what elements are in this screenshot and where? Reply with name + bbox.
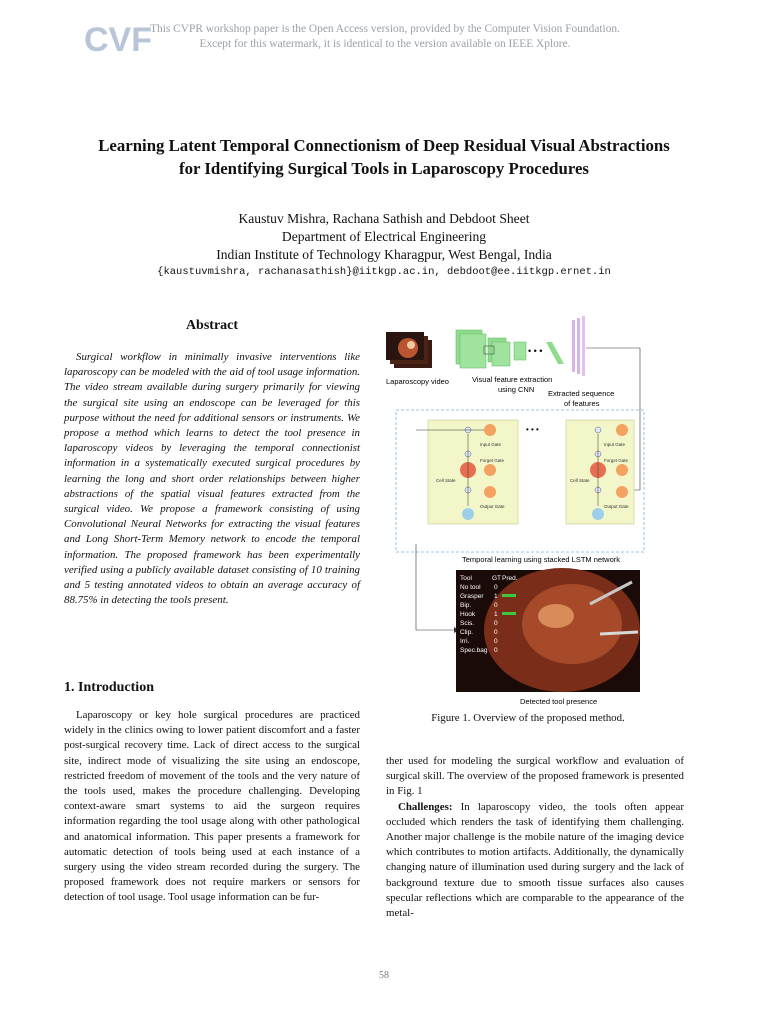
tool-table-header-pred: Pred. [502, 575, 518, 582]
introduction-text: Laparoscopy or key hole surgical procedures are practiced widely in the clinics owing to lower patient discomfort and a faster post-surgical recovery time. Lack of direct access to the surgical site, indirect mode of visualizing the site using an endoscope, restricted freedom of movement of the tools and the very nature of the tools used, makes the procedure challenging. Developing context-aware smart systems to aid the surgeon requires information regarding the tool usage along with other pathological and anatomical information. This paper presents a framework for automatic detection of tools being used at each instance of a surgery using the video stream recorded during the surgery. The proposed framework does not require markers or sensors for detection of tool usage. Tool usage information can be fur- [64, 709, 360, 904]
label-lstm: Temporal learning using stacked LSTM network [462, 555, 620, 564]
challenges-label: Challenges: [398, 800, 453, 813]
label-seq-line-2: of features [564, 399, 600, 408]
detection-panel [456, 568, 640, 692]
cvf-logo [82, 18, 152, 59]
author-department: Department of Electrical Engineering [281, 229, 487, 244]
abstract-heading: Abstract [185, 318, 239, 333]
tool-row-gt: 0 [494, 584, 498, 591]
tool-row-name: Bip. [460, 602, 472, 609]
tool-row-gt: 1 [494, 611, 498, 618]
tool-row-gt: 0 [494, 629, 498, 636]
introduction-heading: 1. Introduction [64, 680, 154, 695]
cvf-logo-text: CVF [84, 21, 152, 59]
watermark-text [140, 22, 630, 52]
label-laparoscopy-video: Laparoscopy video [386, 377, 449, 386]
author-emails: {kaustuvmishra, rachanasathish}@iitkgp.ac.in, debdoot@ee.iitkgp.ernet.in [157, 266, 611, 278]
watermark-line-1: This CVPR workshop paper is the Open Access version, provided by the Computer Vision Foundation. [150, 23, 620, 35]
lstm1-output-gate-label: Output Gate [480, 504, 505, 509]
tool-row-pred-bar [502, 594, 516, 597]
tool-row-gt: 0 [494, 638, 498, 645]
lstm2-cell-state-label: Cell State [570, 478, 590, 483]
right-paragraph-1: ther used for modeling the surgical workflow and evaluation of surgical skill. The overview of the proposed framework is presented in Fig. 1 [386, 755, 684, 798]
tool-row-pred-bar [502, 612, 516, 615]
abstract-text: Surgical workflow in minimally invasive interventions like laparoscopy can be modeled with the aid of tool usage information. The video stream available during surgery primarily for viewing the surgical site using an endoscope can be leveraged for this purpose without the need for additional sensors or instruments. We propose a method which learns to detect the tool presence in laparoscopy videos by leveraging the temporal connectionist information in a systematically executed surgical procedures by learning the long and short order relationships between higher abstractions of the spatial visual features extracted from the surgical video. We propose a framework consisting of using Convolutional Neural Networks for extracting the visual features and Long Short-Term Memory network to encode the temporal information. The proposed framework has been experimentally verified using a publicly available dataset consisting of 10 training and 5 testing annotated videos to obtain an average accuracy of 88.75% in detecting the tools present. [64, 351, 360, 607]
tool-row-name: Scis. [460, 620, 475, 627]
lstm2-output-gate-label: Output Gate [604, 504, 629, 509]
feature-sequence [572, 316, 585, 376]
lstm2-input-gate-label: Input Gate [604, 442, 626, 447]
laparoscopy-video-frames [386, 332, 432, 368]
abstract-body [64, 350, 360, 608]
tool-row-name: Irri. [460, 638, 470, 645]
tool-row-name: Hook [460, 611, 476, 618]
tool-row-name: No tool [460, 584, 481, 591]
author-block [40, 210, 728, 264]
introduction-body [64, 708, 360, 906]
tool-row-name: Grasper [460, 593, 484, 600]
page-number: 58 [379, 970, 389, 981]
cnn-ellipsis: • • • [528, 346, 543, 356]
label-cnn-line-2: using CNN [498, 385, 535, 394]
challenges-paragraph [386, 800, 684, 922]
lstm1-input-gate-label: Input Gate [480, 442, 502, 447]
tool-row-gt: 1 [494, 593, 498, 600]
figure-caption: Figure 1. Overview of the proposed method. [431, 712, 625, 724]
lstm-cell-1 [416, 420, 518, 524]
paper-title [40, 134, 728, 180]
lstm1-forget-gate-label: Forget Gate [480, 458, 505, 463]
author-names: Kaustuv Mishra, Rachana Sathish and Debdoot Sheet [238, 211, 530, 226]
tool-row-name: Clip. [460, 629, 474, 636]
label-cnn-line-1: Visual feature extraction [472, 375, 553, 384]
tool-table-header-tool: Tool [460, 575, 472, 582]
tool-row-gt: 0 [494, 620, 498, 627]
tool-row-name: Spec.bag [460, 647, 488, 654]
figure-1 [386, 314, 670, 708]
tool-table-header-gt: GT [492, 575, 502, 582]
label-detected-tool-presence: Detected tool presence [520, 697, 598, 706]
tool-row-gt: 0 [494, 647, 498, 654]
tool-row-gt: 0 [494, 602, 498, 609]
watermark-line-2: Except for this watermark, it is identical to the version available on IEEE Xplore. [199, 38, 571, 50]
right-column-body [386, 754, 684, 921]
lstm1-cell-state-label: Cell State [436, 478, 456, 483]
lstm2-forget-gate-label: Forget Gate [604, 458, 629, 463]
lstm-ellipsis: • • • [526, 425, 539, 434]
title-line-2: for Identifying Surgical Tools in Laparoscopy Procedures [179, 159, 589, 178]
lstm-cell-2 [566, 420, 634, 524]
challenges-text: In laparoscopy video, the tools often appear occluded which renders the task of identifying them challenging. Another major challenge is the mobile nature of the imaging device which contributes to motion artifacts. Additionally, the dynamically changing nature of illumination used during surgery and the lack of background texture due to smooth tissue surfaces also causes specular reflections which are comparable to the appearance of the metal- [386, 800, 684, 920]
author-institute: Indian Institute of Technology Kharagpur, West Bengal, India [216, 247, 552, 262]
title-line-1: Learning Latent Temporal Connectionism of Deep Residual Visual Abstractions [98, 136, 670, 155]
cnn-feature-extractor [456, 330, 564, 368]
label-seq-line-1: Extracted sequence [548, 389, 615, 398]
